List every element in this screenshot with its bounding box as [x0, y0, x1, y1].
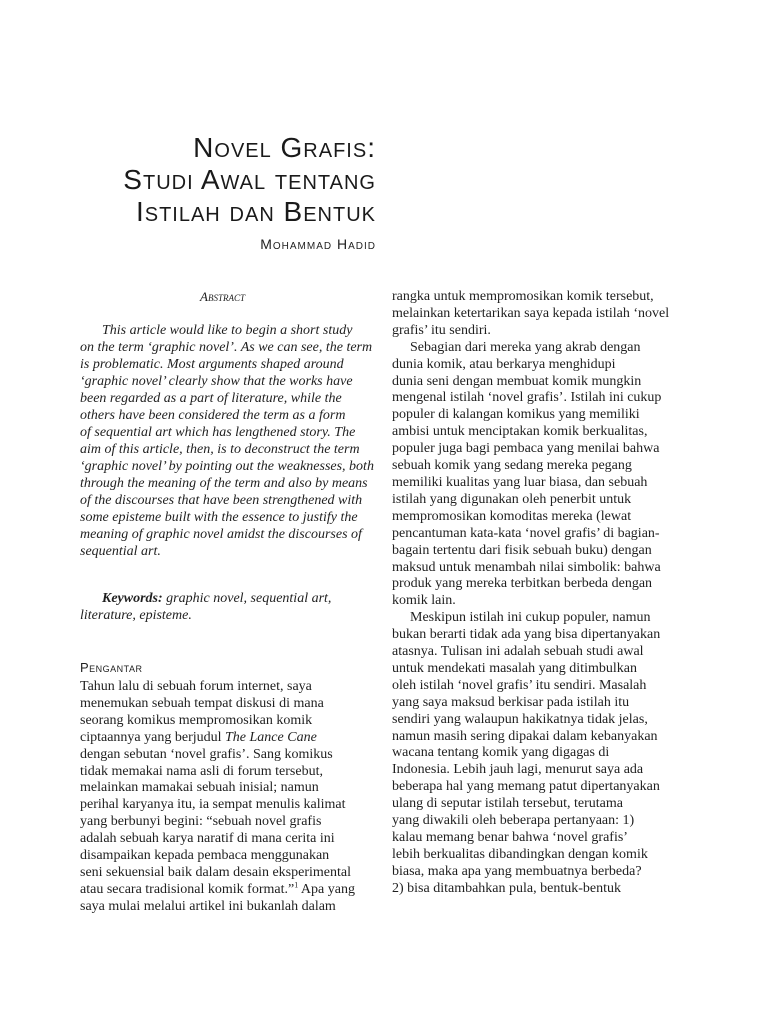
body-line: tidak memakai nama asli di forum tersebut,: [80, 763, 323, 779]
body-line-text: Apa yang: [298, 881, 355, 897]
body-left-column: [80, 679, 390, 916]
abstract-line: of sequential art which has lengthened story. The: [80, 425, 356, 440]
keywords-label: Keywords:: [102, 591, 163, 606]
body-line: yang saya maksud berkisar pada istilah itu: [392, 694, 630, 710]
title-line-2: Studi Awal tentang: [123, 164, 376, 195]
body-line: adalah sebuah karya naratif di mana cerita ini: [80, 831, 335, 847]
body-line: perihal karyanya itu, ia sempat menulis kalimat: [80, 797, 346, 813]
abstract-line: is problematic. Most arguments shaped around: [80, 357, 344, 372]
abstract-line: sequential art.: [80, 544, 161, 559]
body-line: komik lain.: [392, 593, 456, 609]
keywords-block: [80, 590, 380, 624]
body-line: dunia seni dengan membuat komik mungkin: [392, 373, 642, 389]
body-right-column: [392, 289, 702, 898]
body-line: sendiri yang walaupun hakikatnya tidak jelas,: [392, 711, 648, 727]
abstract-line: ‘graphic novel’ clearly show that the works have: [80, 374, 353, 389]
abstract-body: [80, 322, 380, 560]
keywords-line-1: [80, 590, 380, 607]
body-line: populer di kalangan komikus yang memiliki: [392, 407, 640, 423]
keywords-text-2: literature, episteme.: [80, 608, 192, 623]
body-line: melainkan mamakai sebuah inisial; namun: [80, 780, 319, 796]
body-line: 2) bisa ditambahkan pula, bentuk-bentuk: [392, 880, 621, 896]
body-line: ulang di seputar istilah tersebut, terutama: [392, 796, 623, 812]
abstract-line: ‘graphic novel’ by pointing out the weaknesses, both: [80, 459, 374, 474]
body-line: rangka untuk mempromosikan komik tersebut,: [392, 289, 654, 304]
body-line: biasa, maka apa yang membuatnya berbeda?: [392, 863, 642, 879]
abstract-line: of the discourses that have been strengthened with: [80, 493, 363, 508]
body-line: maksud untuk menambah nilai simbolik: bahwa: [392, 559, 661, 575]
body-line-text: ciptaannya yang berjudul: [80, 729, 226, 745]
footnote-marker[interactable]: 1: [294, 880, 299, 890]
body-line: seni sekuensial baik dalam desain eksperimental: [80, 864, 351, 880]
body-line: atasnya. Tulisan ini adalah sebuah studi awal: [392, 644, 644, 660]
body-line: mengenal istilah ‘novel grafis’. Istilah ini cukup: [392, 390, 662, 406]
body-line: dengan sebutan ‘novel grafis’. Sang komikus: [80, 746, 333, 762]
body-line: untuk mendekati masalah yang ditimbulkan: [392, 660, 637, 676]
section-heading: Pengantar: [80, 660, 143, 675]
italic-work-title: The Lance Cane: [225, 729, 317, 745]
abstract-line: others have been considered the term as a form: [80, 408, 346, 423]
body-line: Sebagian dari mereka yang akrab dengan: [410, 339, 641, 355]
body-line: populer juga bagi pembaca yang menilai bahwa: [392, 441, 660, 457]
title-line-1: Novel Grafis:: [193, 132, 376, 163]
body-line: beberapa hal yang memang patut dipertanyakan: [392, 779, 660, 795]
abstract-line: meaning of graphic novel amidst the discourses of: [80, 527, 362, 542]
body-line: Meskipun istilah ini cukup populer, namun: [410, 610, 651, 626]
body-line: saya mulai melalui artikel ini bukanlah dalam: [80, 898, 336, 914]
body-line: seorang komikus mempromosikan komik: [80, 712, 313, 728]
body-line: menemukan sebuah tempat diskusi di mana: [80, 695, 324, 711]
body-line: yang diwakili oleh beberapa pertanyaan: 1): [392, 813, 635, 829]
abstract-line: some episteme built with the essence to justify the: [80, 510, 358, 525]
body-line: dunia komik, atau berkarya menghidupi: [392, 356, 616, 372]
abstract-line: on the term ‘graphic novel’. As we can see, the term: [80, 340, 373, 355]
keywords-text-1: graphic novel, sequential art,: [162, 591, 332, 606]
body-line: grafis’ itu sendiri.: [392, 322, 491, 338]
body-line: produk yang mereka terbitkan berbeda dengan: [392, 576, 653, 592]
body-line: [80, 730, 390, 747]
body-line: memiliki kualitas yang luar biasa, dan sebuah: [392, 474, 648, 490]
article-title: [123, 132, 376, 228]
body-line: disampaikan kepada pembaca menggunakan: [80, 848, 330, 864]
body-line: melainkan ketertarikan saya kepada istilah ‘novel: [392, 305, 670, 321]
abstract-line: aim of this article, then, is to deconstruct the term: [80, 442, 360, 457]
author-name: Mohammad Hadid: [260, 236, 376, 252]
body-line: oleh istilah ‘novel grafis’ itu sendiri. Masalah: [392, 677, 647, 693]
body-line: sebuah komik yang sedang mereka pegang: [392, 458, 632, 474]
body-line: yang berbunyi begini: “sebuah novel grafis: [80, 814, 322, 830]
body-line: lebih berkualitas dibandingkan dengan komik: [392, 846, 648, 862]
body-line: mempromosikan komoditas mereka (lewat: [392, 508, 632, 524]
abstract-line: been regarded as a part of literature, while the: [80, 391, 342, 406]
body-line: istilah yang digunakan oleh penerbit untuk: [392, 491, 632, 507]
title-line-3: Istilah dan Bentuk: [135, 196, 376, 227]
body-line: Tahun lalu di sebuah forum internet, saya: [80, 679, 312, 694]
body-line: Indonesia. Lebih jauh lagi, menurut saya ada: [392, 762, 644, 778]
body-line: bukan berarti tidak ada yang bisa dipertanyakan: [392, 627, 661, 643]
body-line: wacana tentang komik yang digagas di: [392, 745, 610, 761]
body-line: pencantuman kata-kata ‘novel grafis’ di bagian-: [392, 525, 660, 541]
body-line: bagain tertentu dari fisik sebuah buku) dengan: [392, 542, 652, 558]
body-line: namun masih sering dipakai dalam kebanyakan: [392, 728, 658, 744]
abstract-heading: Abstract: [200, 289, 245, 304]
body-line: [80, 882, 390, 899]
abstract-line: through the meaning of the term and also by means: [80, 476, 368, 491]
body-line: kalau memang benar bahwa ‘novel grafis’: [392, 830, 628, 845]
body-line: ambisi untuk menciptakan komik berkualitas,: [392, 424, 648, 440]
body-line-text: atau secara tradisional komik format.”: [80, 881, 295, 897]
abstract-line: This article would like to begin a short study: [102, 323, 353, 338]
